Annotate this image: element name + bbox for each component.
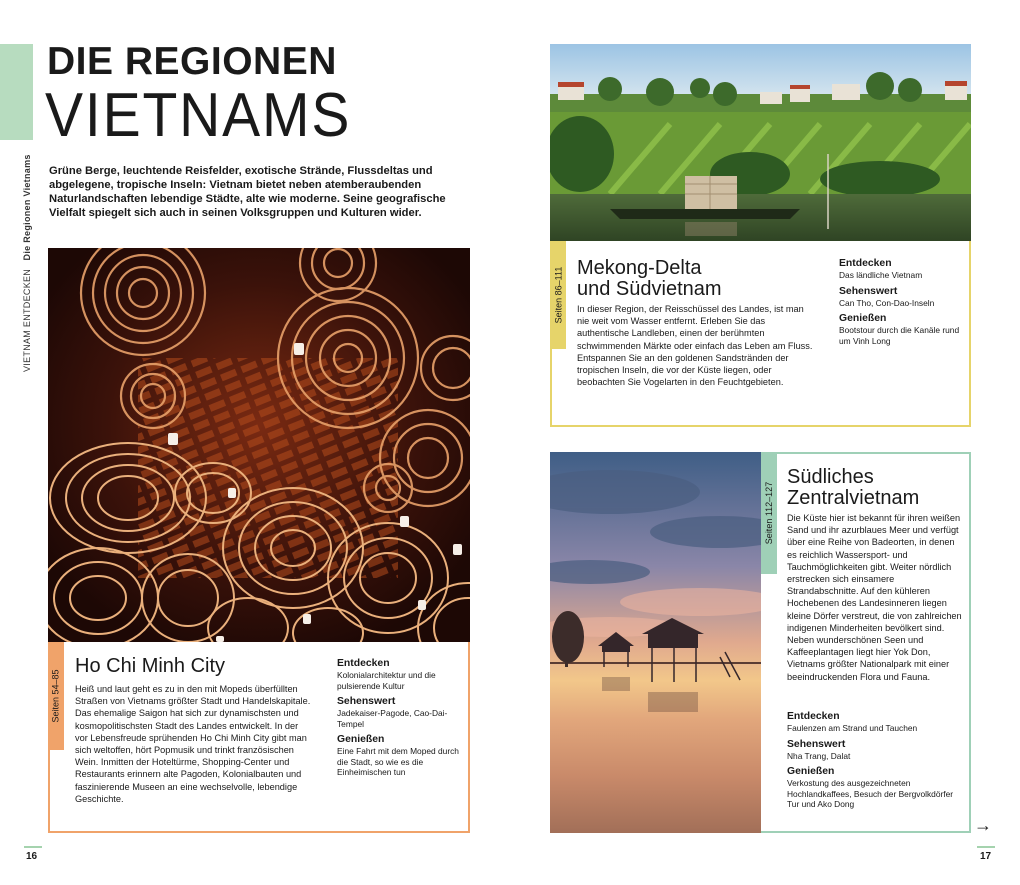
mekong-title: Mekong-Delta und Südvietnam xyxy=(577,257,722,300)
running-head-chapter: Die Regionen Vietnams xyxy=(22,154,32,261)
mekong-pages-tab xyxy=(550,241,566,349)
central-facts xyxy=(787,710,965,810)
mekong-pages-label: Seiten 86–111 xyxy=(553,266,563,324)
incense-coils-photo xyxy=(48,248,470,642)
mekong-enjoy-text: Bootstour durch die Kanäle rund um Vinh Long xyxy=(839,325,960,346)
mekong-discover-text: Das ländliche Vietnam xyxy=(839,270,923,280)
mekong-facts xyxy=(839,257,963,346)
page-line-left xyxy=(24,846,42,848)
mekong-enjoy-heading: Genießen xyxy=(839,313,887,324)
hcmc-discover-text: Kolonialarchitektur und die pulsierende Kultur xyxy=(337,670,436,691)
hcmc-sights-text: Jadekaiser-Pagode, Cao-Dai-Tempel xyxy=(337,708,448,729)
page-line-right xyxy=(977,846,995,848)
central-pages-label: Seiten 112–127 xyxy=(764,481,775,545)
hcmc-title: Ho Chi Minh City xyxy=(75,655,226,677)
hcmc-enjoy-text: Eine Fahrt mit dem Moped durch die Stadt, so wie es die Einheimischen tun xyxy=(337,746,459,777)
mekong-discover-heading: Entdecken xyxy=(839,258,892,269)
page-number-right: 17 xyxy=(980,851,992,862)
central-sights-heading: Sehenswert xyxy=(787,738,846,750)
hcmc-pages-tab xyxy=(48,642,64,750)
hcmc-pages-label: Seiten 54–85 xyxy=(51,669,62,723)
mekong-sights-heading: Sehenswert xyxy=(839,285,898,297)
central-sights-text: Nha Trang, Dalat xyxy=(787,750,851,761)
page-title-line2: VIETNAMS xyxy=(45,81,352,150)
central-title: Südliches Zentralvietnam xyxy=(787,466,920,509)
mekong-river-photo xyxy=(550,44,971,241)
central-enjoy-heading: Genießen xyxy=(787,766,835,777)
intro-text: Grüne Berge, leuchtende Reisfelder, exotische Strände, Flussdeltas und abgelegene, tropische Inseln: Vietnam bietet neben atemberaubenden Naturlandschaften lebendige Städte, alte wie moderne. Seine geografische Vielfalt spiegelt sich auch in seinen Volksgruppen und Kulturen wider. xyxy=(49,165,446,219)
central-discover-heading: Entdecken xyxy=(787,711,840,722)
mekong-sights-text: Can Tho, Con-Dao-Inseln xyxy=(839,297,935,308)
central-body: Die Küste hier ist bekannt für ihren weißen Sand und ihr azurblaues Meer und verfügt über eine Reihe von Badeorten, in denen es reichlich Wassersport- und Tauchmöglichkeiten gibt. Weiter nördlich erstrecken sich einsamere Strandabschnitte. Auf den kühleren Hochebenen des Landesinneren liegen kleine Dörfer verstreut, die von zahlreichen indigenen Minderheiten bevölkert sind. Neben wunderschönen Seen und Kaffeeplantagen liegt hier Yok Don, Vietnams größter Nationalpark mit einer beeindruckenden Flora und Fauna. xyxy=(787,513,962,682)
central-discover-text: Faulenzen am Strand und Tauchen xyxy=(787,723,918,733)
hcmc-facts xyxy=(337,657,459,778)
central-pages-tab xyxy=(761,452,777,574)
mekong-body: In dieser Region, der Reisschüssel des Landes, ist man nie weit vom Wasser entfernt. Erleben Sie das authentische Landleben, einen der berühmten schwimmenden Märkte oder einfach das Leben am Fluss. Entspannen Sie an den goldenen Sandstränden der tropischen Inseln, die vor der Küste liegen, oder beobachten Sie Vogelarten in den Feuchtgebieten. xyxy=(577,304,813,388)
sunset-stilt-house-photo xyxy=(550,452,761,833)
page-number-left: 16 xyxy=(26,851,38,862)
hcmc-sights-heading: Sehenswert xyxy=(337,696,396,707)
page-title-line1: DIE REGIONEN xyxy=(47,40,337,83)
hcmc-discover-heading: Entdecken xyxy=(337,658,390,669)
central-enjoy-text: Verkostung des ausgezeichneten Hochlandkaffees, Besuch der Bergvolkdörfer Tur und Ako Dong xyxy=(787,778,954,809)
chapter-color-tab xyxy=(0,44,33,140)
hcmc-enjoy-heading: Genießen xyxy=(337,734,385,745)
next-page-arrow-icon[interactable]: → xyxy=(974,815,992,835)
hcmc-body: Heiß und laut geht es zu in den mit Mopeds überfüllten Straßen von Vietnams größter Stadt und Handelskapitale. Das ehemalige Saigon hat sich zur dynamischsten und kosmopolitischsten Stadt des Landes entwickelt. In der vor Lebensfreude sprühenden Ho Chi Minh City gibt man sich weltoffen, hört Popmusik und trinkt französischen Wein. Inmitten der Hoteltürme, Shopping-Center und Restaurants erinnern alte Pagoden, Kolonialbauten und faszinierende Museen an eine wechselvolle, lebendige Geschichte. xyxy=(75,684,311,804)
running-head-section: VIETNAM ENTDECKEN xyxy=(22,268,32,372)
running-head xyxy=(22,154,32,372)
